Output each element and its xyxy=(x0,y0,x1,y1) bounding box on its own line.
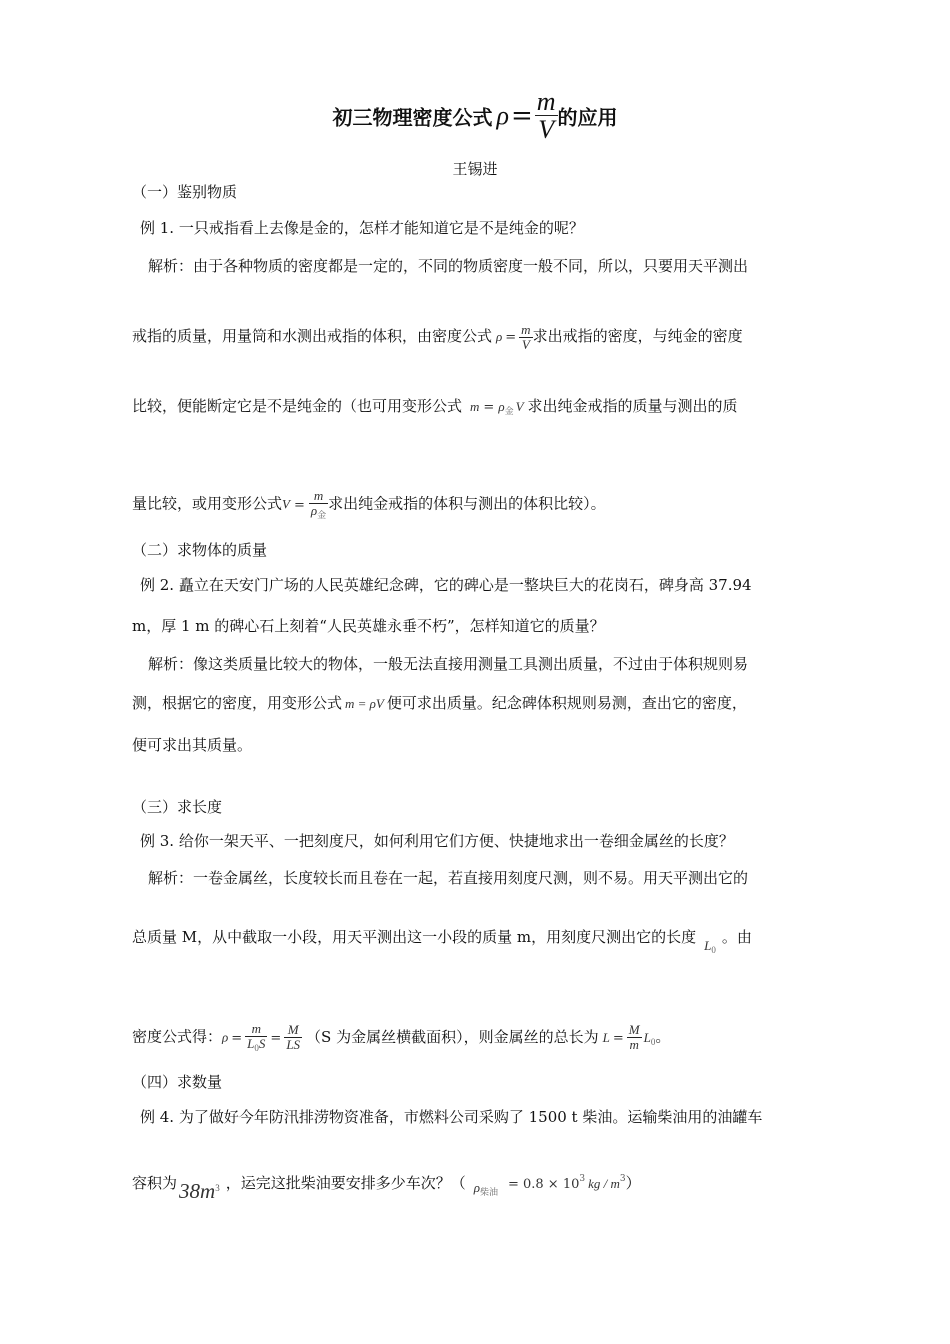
ex4-rho-sub: 柴油 xyxy=(479,1187,498,1197)
ex1-formula3-m: m xyxy=(313,488,324,503)
ex2-line2-text-b: 便可求出质量。纪念碑体积规则易测，查出它的密度， xyxy=(386,694,747,712)
ex3-total-eq: = xyxy=(612,1030,624,1046)
ex1-formula3-eq: = xyxy=(293,497,305,513)
ex3-total-L: L xyxy=(602,1029,610,1045)
ex1-formula2-sub: 金 xyxy=(504,407,514,417)
section-heading-4: （四）求数量 xyxy=(132,1073,223,1091)
ex3-L0-L: L xyxy=(704,938,712,953)
title-formula-rho: ρ xyxy=(496,100,509,130)
ex1-line4-text-b: 求出纯金戒指的体积与测出的体积比较）。 xyxy=(328,494,606,513)
ex1-formula2-V: V xyxy=(515,399,524,414)
ex3-frac1-S: S xyxy=(258,1035,266,1051)
ex3-frac2-den xyxy=(284,1037,302,1052)
example-1-analysis-line2 xyxy=(132,323,743,351)
ex3-formula-eq2: = xyxy=(270,1030,282,1046)
ex3-fraction-2 xyxy=(284,1023,302,1051)
ex2-formula: m = ρV xyxy=(345,696,384,711)
ex3-frac1-m: m xyxy=(251,1021,261,1036)
example-1-analysis-line1: 解析：由于各种物质的密度都是一定的，不同的物质密度一般不同，所以，只要用天平测出 xyxy=(148,257,749,275)
ex4-close: ） xyxy=(625,1174,641,1192)
ex1-line2-text-a: 戒指的质量，用量筒和水测出戒指的体积，由密度公式 xyxy=(132,327,493,346)
ex1-formula3-den xyxy=(309,503,328,520)
example-2-question-line2: m，厚 1 m 的碑心石上刻着“人民英雄永垂不朽”，怎样知道它的质量？ xyxy=(132,617,605,635)
ex4-unit: kg / m xyxy=(588,1176,620,1191)
example-3-analysis-line3 xyxy=(132,1022,670,1053)
ex3-line3-text-b: （S 为金属丝横截面积），则金属丝的总长为 xyxy=(306,1027,599,1046)
ex4-volume-exp: 3 xyxy=(215,1183,220,1193)
ex3-frac2-M: M xyxy=(287,1022,299,1038)
title-suffix: 的应用 xyxy=(557,105,618,130)
ex1-formula-rho: ρ xyxy=(496,329,503,345)
ex4-value: = 0.8 × 10 xyxy=(507,1177,580,1192)
ex3-fraction-3 xyxy=(627,1023,642,1051)
title-formula-eq: = xyxy=(510,100,533,131)
ex4-text-b: ，运完这批柴油要安排多少车次？（ xyxy=(225,1174,466,1192)
ex1-formula3-sub: 金 xyxy=(317,509,327,520)
example-3-question: 例 3. 给你一架天平、一把刻度尺，如何利用它们方便、快捷地求出一卷细金属丝的长度？ xyxy=(140,832,734,850)
ex3-frac1-sub: 0 xyxy=(254,1042,259,1053)
example-2-analysis-line2 xyxy=(132,693,747,714)
title-text: 初三物理密度公式 xyxy=(332,105,493,130)
ex3-frac3-M: M xyxy=(628,1022,640,1038)
ex4-unit-exp: 3 xyxy=(619,1174,626,1184)
section-heading-2: （二）求物体的质量 xyxy=(132,541,268,559)
ex3-frac2-L: L xyxy=(286,1037,294,1053)
ex1-line3-text-a: 比较，便能断定它是不是纯金的（也可用变形公式 xyxy=(132,397,463,415)
document-title xyxy=(0,88,950,144)
ex3-L0 xyxy=(704,938,716,953)
ex3-fraction-1 xyxy=(245,1022,267,1053)
example-2-question-line1: 例 2. 矗立在天安门广场的人民英雄纪念碑，它的碑心是一整块巨大的花岗石，碑身高 37.94 xyxy=(140,576,752,594)
ex2-line2-text-a: 测，根据它的密度，用变形公式 xyxy=(132,694,343,712)
ex1-formula3-rho: ρ xyxy=(310,502,318,518)
ex3-frac1-L: L xyxy=(247,1035,255,1051)
example-2-analysis-line1: 解析：像这类质量比较大的物体，一般无法直接用测量工具测出质量，不过由于体积规则易 xyxy=(148,655,749,673)
ex4-rho xyxy=(474,1180,498,1195)
example-1-analysis-line4 xyxy=(132,489,606,520)
ex3-line2-text-b: 。由 xyxy=(721,928,752,946)
example-4-question-line2 xyxy=(132,1168,641,1203)
ex1-formula2-m: m xyxy=(470,399,480,414)
example-4-question-line1: 例 4. 为了做好今年防汛排涝物资准备，市燃料公司采购了 1500 t 柴油。运输柴油用的油罐车 xyxy=(140,1108,763,1126)
ex1-formula2-eq: = xyxy=(483,400,495,415)
ex3-total-L0-sub: 0 xyxy=(650,1036,656,1047)
title-formula-numerator: m xyxy=(536,87,556,116)
ex3-formula-rho: ρ xyxy=(222,1029,229,1045)
ex1-formula-fraction xyxy=(519,323,532,351)
ex1-formula3-fraction xyxy=(309,489,328,520)
ex3-frac1-den xyxy=(245,1036,267,1053)
ex3-line3-text-a: 密度公式得： xyxy=(132,1027,223,1046)
ex3-frac2-S: S xyxy=(293,1037,301,1053)
ex3-total-L0-L: L xyxy=(643,1029,651,1045)
ex4-volume xyxy=(179,1179,220,1203)
ex3-line2-text-a: 总质量 M，从中截取一小段，用天平测出这一小段的质量 m，用刻度尺测出它的长度 xyxy=(132,928,697,946)
ex1-formula-V: V xyxy=(519,337,532,352)
ex4-value-exp: 3 xyxy=(579,1174,586,1184)
ex1-line2-text-b: 求出戒指的密度，与纯金的密度 xyxy=(532,327,743,346)
ex3-formula-eq1: = xyxy=(231,1030,243,1046)
ex1-formula3-V: V xyxy=(282,496,290,512)
ex4-volume-value: 38m xyxy=(179,1179,216,1203)
example-2-analysis-line3: 便可求出其质量。 xyxy=(132,736,253,754)
ex1-formula2-rho: ρ xyxy=(498,399,505,414)
ex1-line4-text-a: 量比较，或用变形公式 xyxy=(132,494,283,513)
ex4-rho-symbol: ρ xyxy=(473,1180,480,1195)
example-1-analysis-line3 xyxy=(132,396,738,422)
ex3-total-L0 xyxy=(644,1030,656,1045)
example-1-question: 例 1. 一只戒指看上去像是金的，怎样才能知道它是不是纯金的呢？ xyxy=(140,219,584,237)
author: 王锡进 xyxy=(452,160,498,178)
title-formula-fraction xyxy=(535,88,558,144)
section-heading-1: （一）鉴别物质 xyxy=(132,183,238,201)
example-3-analysis-line1: 解析：一卷金属丝，长度较长而且卷在一起，若直接用刻度尺测，则不易。用天平测出它的 xyxy=(148,869,749,887)
ex1-formula-m: m xyxy=(521,322,531,337)
ex1-line3-text-b: 求出纯金戒指的质量与测出的质 xyxy=(527,397,738,415)
ex3-L0-sub: 0 xyxy=(711,945,716,955)
ex4-text-a: 容积为 xyxy=(132,1174,178,1192)
title-formula-denominator: V xyxy=(535,115,558,143)
example-3-analysis-line2 xyxy=(132,927,752,955)
ex3-line3-text-c: 。 xyxy=(655,1027,671,1046)
section-heading-3: （三）求长度 xyxy=(132,798,223,816)
ex1-formula-eq: = xyxy=(505,330,517,346)
ex3-frac3-m: m xyxy=(627,1037,642,1052)
